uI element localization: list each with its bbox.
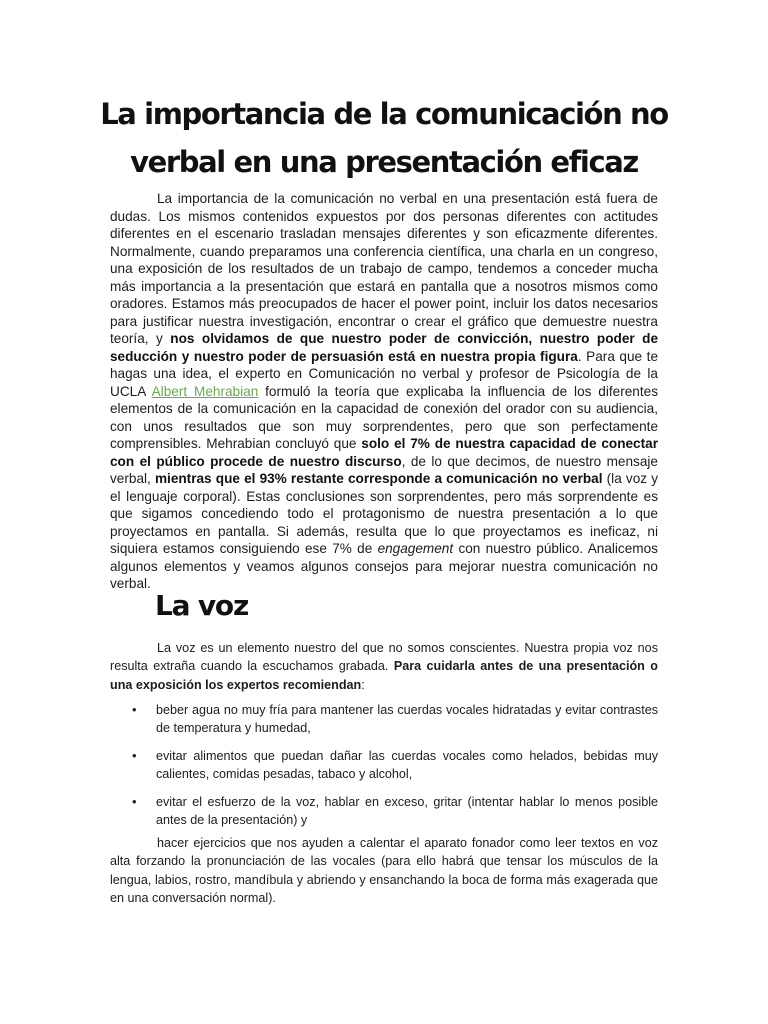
list-item: [110, 701, 658, 738]
bullet-icon: •: [132, 793, 137, 809]
intro-italic-engagement: engagement: [377, 541, 454, 556]
mehrabian-link[interactable]: Albert Mehrabian: [151, 383, 259, 399]
la-voz-text: La voz es un elemento nuestro del que no somos conscientes. Nuestra propia voz nos resulta extraña cuando la escuchamos grabada.: [110, 641, 658, 674]
list-item-text: evitar el esfuerzo de la voz, hablar en exceso, gritar (intentar hablar lo menos posible antes de la presentación) y: [156, 794, 658, 828]
list-item: [110, 793, 658, 830]
bullet-icon: •: [132, 702, 137, 717]
page-title: La importancia de la comunicación no verbal en una presentación eficaz: [100, 97, 668, 179]
list-item-text: evitar alimentos que puedan dañar las cuerdas vocales como helados, bebidas muy calientes, comidas pesadas, tabaco y alcohol,: [156, 748, 658, 782]
intro-text-3: formuló la teoría que explicaba la influencia de los diferentes elementos de la comunicación en la capacidad de conexión del orador con su audiencia, con unos resultados que son muy sorprendentes, pero que son perfectamente comprensibles. Mehrabian concluyó que: [110, 383, 658, 451]
intro-paragraph: [110, 190, 658, 593]
bullet-icon: •: [132, 747, 137, 763]
list-item-text: beber agua no muy fría para mantener las cuerdas vocales hidratadas y evitar contrastes de temperatura y humedad,: [156, 703, 658, 736]
list-item: [110, 747, 658, 784]
intro-bold-1: nos olvidamos de que nuestro poder de convicción, nuestro poder de seducción y nuestro poder de persuasión está en nuestra propia figura: [110, 331, 659, 364]
intro-bold-2: solo el 7% de nuestra capacidad de conectar con el público procede de nuestro discurso: [110, 436, 658, 469]
intro-text-4: , de lo que decimos, de nuestro mensaje verbal,: [110, 453, 658, 486]
recommendations-list: [110, 701, 658, 838]
intro-text-6: con nuestro público. Analicemos algunos elementos y veamos algunos consejos para mejorar nuestra comunicación no verbal.: [110, 541, 658, 591]
intro-bold-3: mientras que el 93% restante corresponde a comunicación no verbal: [154, 471, 603, 486]
intro-text-2: . Para que te hagas una idea, el experto en Comunicación no verbal y profesor de Psicología de la UCLA: [110, 348, 659, 399]
intro-text-5: (la voz y el lenguaje corporal). Estas conclusiones son sorprendentes, pero más sorprendente es que sigamos concediendo todo el protagonismo de nuestra presentación a lo que proyectamos en pantalla. Si además, resulta que lo que proyectamos es ineficaz, ni siquiera estamos consiguiendo ese 7% de: [110, 471, 658, 556]
la-voz-paragraph: [110, 639, 658, 694]
section-title-la-voz: La voz: [155, 589, 249, 622]
la-voz-bold: Para cuidarla antes de una presentación o una exposición los expertos recomiendan: [110, 659, 658, 692]
exercise-paragraph: hacer ejercicios que nos ayuden a calentar el aparato fonador como leer textos en voz alta forzando la pronunciación de las vocales (para ello habrá que tensar los músculos de la lengua, labios, rostro, mandíbula y abriendo y ensanchando la boca de forma más exagerada que en una conversación normal).: [110, 836, 658, 906]
intro-text-1: La importancia de la comunicación no verbal en una presentación está fuera de dudas. Los mismos contenidos expuestos por dos personas diferentes con actitudes diferentes en el escenario trasladan mensajes diferentes y son eficazmente diferentes. Normalmente, cuando preparamos una conferencia científica, una charla en un congreso, una exposición de los resultados de un trabajo de campo, tendemos a conceder mucha más importancia a la presentación que estará en pantalla que a nosotros mismos como oradores. Estamos más preocupados de hacer el power point, incluir los datos necesarios para justificar nuestra investigación, encontrar o crear el gráfico que demuestre nuestra teoría, y: [110, 191, 658, 346]
la-voz-colon: :: [361, 677, 365, 692]
